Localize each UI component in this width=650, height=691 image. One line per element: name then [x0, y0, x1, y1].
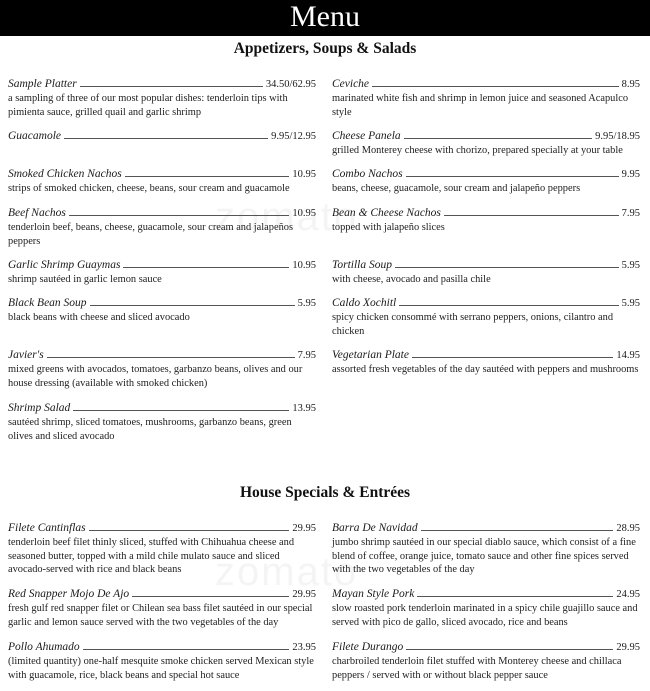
item-name: Garlic Shrimp Guaymas — [8, 259, 121, 271]
menu-item — [332, 207, 640, 235]
menu-item — [8, 349, 316, 390]
section-title-house-specials: House Specials & Entrées — [239, 484, 411, 501]
leader-line — [412, 349, 613, 358]
menu-item — [8, 641, 316, 682]
leader-line — [395, 259, 619, 268]
item-description: strips of smoked chicken, cheese, beans, sour cream and guacamole — [8, 183, 290, 194]
item-name: Tortilla Soup — [332, 259, 392, 271]
item-price: 5.95 — [621, 260, 640, 271]
menu-item — [332, 522, 640, 577]
item-price: 10.95 — [292, 208, 316, 219]
item-price: 29.95 — [292, 589, 316, 600]
menu-item — [332, 297, 640, 338]
menu-item — [332, 78, 640, 119]
item-name: Bean & Cheese Nachos — [332, 207, 441, 219]
item-name: Filete Cantinflas — [8, 522, 86, 534]
item-description: jumbo shrimp sautéed in our special diablo sauce, which consist of a fine blend of coffee, orange juice, tomato sauce and other fine spices served with the two vegetables of the day — [332, 537, 636, 576]
item-name: Mayan Style Pork — [332, 588, 415, 600]
leader-line — [421, 522, 614, 531]
item-price: 9.95/18.95 — [595, 131, 640, 142]
leader-line — [64, 130, 268, 139]
menu-item — [8, 168, 316, 196]
item-name: Filete Durango — [332, 641, 404, 653]
item-description: slow roasted pork tenderloin marinated in a spicy chile guajillo sauce and served with pico de gallo, sliced avocado, rice and beans — [332, 603, 638, 628]
menu-item — [8, 130, 316, 143]
item-name: Shrimp Salad — [8, 402, 71, 414]
leader-line — [90, 297, 295, 306]
menu-item — [8, 588, 316, 629]
item-description: with cheese, avocado and pasilla chile — [332, 274, 491, 285]
item-description: topped with jalapeño slices — [332, 222, 445, 233]
menu-item — [8, 522, 316, 577]
item-description: marinated white fish and shrimp in lemon juice and seasoned Acapulco style — [332, 93, 629, 118]
item-price: 24.95 — [616, 589, 640, 600]
item-name: Vegetarian Plate — [332, 349, 409, 361]
leader-line — [406, 641, 613, 650]
menu-item — [332, 168, 640, 196]
item-price: 9.95/12.95 — [271, 131, 316, 142]
leader-line — [123, 259, 289, 268]
section-title-appetizers: Appetizers, Soups & Salads — [233, 40, 417, 57]
item-name: Red Snapper Mojo De Ajo — [8, 588, 130, 600]
item-name: Beef Nachos — [8, 207, 66, 219]
item-description: charbroiled tenderloin filet stuffed with Monterey cheese and chillaca peppers / served with or without black pepper sauce — [332, 656, 622, 681]
item-name: Ceviche — [332, 78, 370, 90]
menu-title: Menu — [290, 0, 360, 33]
leader-line — [406, 168, 619, 177]
item-name: Guacamole — [8, 130, 62, 142]
item-name: Combo Nachos — [332, 168, 403, 180]
item-name: Pollo Ahumado — [8, 641, 80, 653]
menu-item — [332, 588, 640, 629]
menu-item — [8, 207, 316, 248]
item-price: 34.50/62.95 — [265, 79, 316, 90]
item-description: beans, cheese, guacamole, sour cream and jalapeño peppers — [332, 183, 581, 194]
menu-item — [332, 259, 640, 287]
item-price: 10.95 — [292, 169, 316, 180]
leader-line — [372, 78, 619, 87]
item-price: 5.95 — [297, 298, 316, 309]
menu-item — [8, 402, 316, 443]
item-name: Caldo Xochitl — [332, 297, 397, 309]
item-price: 29.95 — [616, 642, 640, 653]
leader-line — [83, 641, 290, 650]
item-description: tenderloin beef filet thinly sliced, stuffed with Chihuahua cheese and seasoned butter, topped with a mild chile mulato sauce and sliced avocado-served with rice and black beans — [8, 537, 295, 576]
item-price: 5.95 — [621, 298, 640, 309]
item-price: 13.95 — [292, 403, 316, 414]
item-price: 9.95 — [621, 169, 640, 180]
menu-item — [332, 349, 640, 377]
item-description: shrimp sautéed in garlic lemon sauce — [8, 274, 162, 285]
item-name: Cheese Panela — [332, 130, 401, 142]
item-name: Javier's — [8, 349, 44, 361]
item-price: 10.95 — [292, 260, 316, 271]
leader-line — [399, 297, 618, 306]
item-price: 23.95 — [292, 642, 316, 653]
item-name: Black Bean Soup — [8, 297, 87, 309]
leader-line — [80, 78, 263, 87]
leader-line — [89, 522, 290, 531]
leader-line — [47, 349, 295, 358]
menu-item — [8, 259, 316, 287]
item-description: a sampling of three of our most popular dishes: tenderloin tips with pimienta sauce, grilled quail and garlic shrimp — [8, 93, 288, 118]
leader-line — [417, 588, 613, 597]
item-description: sautéed shrimp, sliced tomatoes, mushrooms, garbanzo beans, green olives and sliced avocado — [8, 417, 292, 442]
item-name: Sample Platter — [8, 78, 77, 90]
item-price: 14.95 — [616, 350, 640, 361]
item-price: 29.95 — [292, 523, 316, 534]
leader-line — [125, 168, 290, 177]
leader-line — [132, 588, 289, 597]
leader-line — [404, 130, 592, 139]
item-description: (limited quantity) one-half mesquite smoke chicken served Mexican style with guacamole, rice, black beans and special hot sauce — [8, 656, 314, 681]
item-description: black beans with cheese and sliced avocado — [8, 312, 190, 323]
menu-item — [332, 130, 640, 158]
item-name: Smoked Chicken Nachos — [8, 168, 122, 180]
item-name: Barra De Navidad — [332, 522, 418, 534]
item-price: 7.95 — [621, 208, 640, 219]
item-description: tenderloin beef, beans, cheese, guacamole, sour cream and jalapeños peppers — [8, 222, 294, 247]
menu-header — [0, 0, 650, 36]
leader-line — [444, 207, 619, 216]
item-price: 7.95 — [297, 350, 316, 361]
item-description: assorted fresh vegetables of the day sautéed with peppers and mushrooms — [332, 364, 639, 375]
menu-item — [8, 78, 316, 119]
leader-line — [69, 207, 290, 216]
item-description: spicy chicken consommé with serrano peppers, onions, cilantro and chicken — [332, 312, 614, 337]
leader-line — [73, 402, 289, 411]
item-description: mixed greens with avocados, tomatoes, garbanzo beans, olives and our house dressing (available with smoked chicken) — [8, 364, 303, 389]
item-description: grilled Monterey cheese with chorizo, prepared specially at your table — [332, 145, 623, 156]
item-price: 28.95 — [616, 523, 640, 534]
item-description: fresh gulf red snapper filet or Chilean sea bass filet sautéed in our special garlic and lemon sauce served with the two vegetables of the day — [8, 603, 313, 628]
menu-item — [8, 297, 316, 325]
menu-item — [332, 641, 640, 682]
item-price: 8.95 — [621, 79, 640, 90]
